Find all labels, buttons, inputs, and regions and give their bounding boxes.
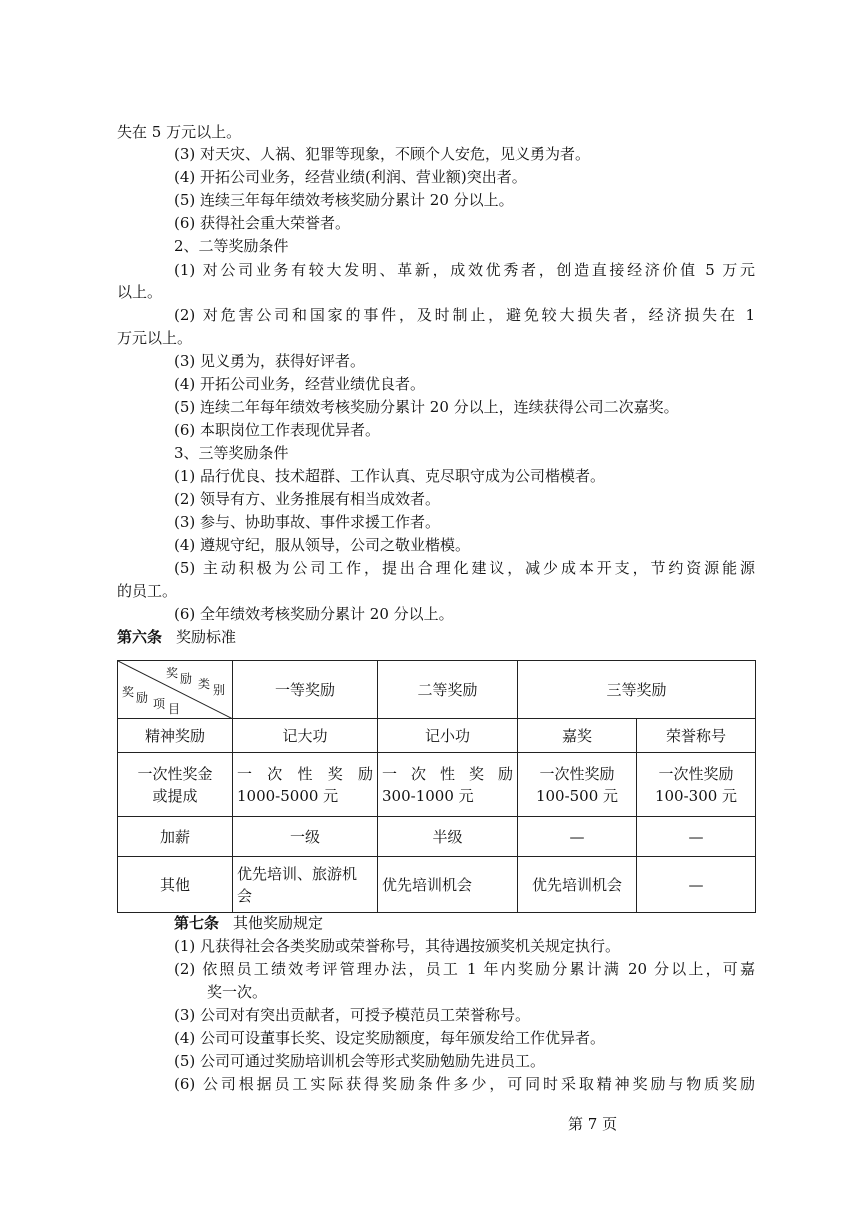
text-line: (4) 开拓公司业务，经营业绩优良者。 (174, 375, 426, 393)
cell-line: 100-300 元 (654, 786, 738, 805)
cell-line: 一次性奖励 (539, 764, 615, 783)
col-header: 一等奖励 (233, 661, 378, 719)
text-line: (1) 品行优良、技术超群、工作认真、克尽职守成为公司楷模者。 (174, 467, 606, 485)
table-cell: 记大功 (233, 719, 378, 753)
table-cell: 优先培训机会 (378, 857, 518, 913)
text-line: (5) 连续二年每年绩效考核奖励分累计 20 分以上，连续获得公司二次嘉奖。 (174, 398, 679, 416)
row-label: 加薪 (118, 817, 233, 857)
diag-label: 励 (180, 672, 193, 686)
article-heading (117, 626, 236, 648)
table-cell (637, 753, 756, 817)
text-line: 失在 5 万元以上。 (117, 123, 242, 141)
text-line: (5) 连续三年每年绩效考核奖励分累计 20 分以上。 (174, 191, 514, 209)
article-title: 其他奖励规定 (233, 914, 324, 932)
cell-char: 奖 (327, 764, 343, 783)
table-cell: 优先培训机会 (518, 857, 637, 913)
table-cell: 荣誉称号 (637, 719, 756, 753)
text-line: (6) 公司根据员工实际获得奖励条件多少，可同时采取精神奖励与物质奖励 (174, 1075, 755, 1093)
article-heading (174, 912, 323, 934)
diag-label: 奖 (122, 685, 135, 699)
article-number: 第七条 (174, 914, 220, 932)
cell-char: 励 (357, 764, 373, 783)
row-label: 其他 (118, 857, 233, 913)
cell-line: 1000-5000 元 (237, 786, 339, 805)
table-cell: — (518, 817, 637, 857)
cell-line: 优先培训、旅游机 (237, 864, 358, 883)
table-cell (378, 753, 518, 817)
row-label (118, 753, 233, 817)
text-line: (4) 遵规守纪，服从领导，公司之敬业楷模。 (174, 536, 471, 554)
table-cell: 半级 (378, 817, 518, 857)
diag-label: 奖 (166, 666, 179, 680)
cell-char: 一 (237, 764, 253, 783)
text-line: (3) 见义勇为，获得好评者。 (174, 352, 366, 370)
text-line: (2) 领导有方、业务推展有相当成效者。 (174, 490, 441, 508)
cell-char: 奖 (468, 764, 484, 783)
subheading: 3、三等奖励条件 (174, 444, 289, 462)
text-line: (2) 依照员工绩效考评管理办法，员工 1 年内奖励分累计满 20 分以上，可嘉 (174, 960, 755, 978)
col-header: 三等奖励 (518, 661, 756, 719)
text-line: 以上。 (117, 283, 163, 301)
cell-line: 一次性奖励 (658, 764, 734, 783)
award-standards-table (117, 660, 756, 913)
table-cell (518, 753, 637, 817)
text-line: (2) 对危害公司和国家的事件，及时制止，避免较大损失者，经济损失在 1 (174, 306, 755, 324)
cell-char: 次 (410, 764, 426, 783)
cell-line (237, 763, 373, 785)
text-line: (3) 公司对有突出贡献者，可授予模范员工荣誉称号。 (174, 1006, 531, 1024)
table-cell (233, 753, 378, 817)
table-cell: 嘉奖 (518, 719, 637, 753)
page-number: 第 7 页 (568, 1115, 618, 1133)
table-cell: 一级 (233, 817, 378, 857)
cell-line: 300-1000 元 (382, 786, 474, 805)
article-number: 第六条 (117, 628, 163, 646)
diag-label: 别 (213, 683, 226, 697)
cell-line (382, 763, 513, 785)
text-line: (4) 开拓公司业务，经营业绩(利润、营业额)突出者。 (174, 168, 527, 186)
cell-char: 次 (267, 764, 283, 783)
text-line: (4) 公司可设董事长奖、设定奖励额度，每年颁发给工作优异者。 (174, 1029, 606, 1047)
diag-label: 项 (153, 697, 166, 711)
cell-char: 性 (439, 764, 455, 783)
cell-char: 一 (382, 764, 398, 783)
text-line: (1) 对公司业务有较大发明、革新，成效优秀者，创造直接经济价值 5 万元 (174, 261, 755, 279)
table-cell (233, 857, 378, 913)
cell-line: 会 (237, 886, 253, 905)
text-line: (6) 全年绩效考核奖励分累计 20 分以上。 (174, 605, 454, 623)
diag-label: 励 (136, 691, 149, 705)
diagonal-header-cell (118, 661, 233, 719)
row-label-line: 或提成 (152, 786, 198, 805)
cell-char: 励 (497, 764, 513, 783)
text-line: (6) 获得社会重大荣誉者。 (174, 214, 351, 232)
col-header: 二等奖励 (378, 661, 518, 719)
text-line: (5) 主动积极为公司工作，提出合理化建议，减少成本开支，节约资源能源 (174, 559, 755, 577)
table-cell: 记小功 (378, 719, 518, 753)
diag-label: 目 (168, 702, 181, 716)
text-line: (1) 凡获得社会各类奖励或荣誉称号，其待遇按颁奖机关规定执行。 (174, 937, 621, 955)
table-cell: — (637, 817, 756, 857)
subheading: 2、二等奖励条件 (174, 237, 289, 255)
row-label-line: 一次性奖金 (137, 764, 213, 783)
text-line: (5) 公司可通过奖励培训机会等形式奖励勉励先进员工。 (174, 1052, 546, 1070)
diag-label: 类 (198, 677, 211, 691)
text-line: 万元以上。 (117, 329, 193, 347)
text-line: (3) 对天灾、人祸、犯罪等现象，不顾个人安危，见义勇为者。 (174, 145, 591, 163)
text-line: (3) 参与、协助事故、事件求援工作者。 (174, 513, 441, 531)
text-line: 奖一次。 (207, 983, 268, 1001)
text-line: (6) 本职岗位工作表现优异者。 (174, 421, 381, 439)
table-cell: — (637, 857, 756, 913)
cell-line: 100-500 元 (535, 786, 619, 805)
row-label: 精神奖励 (118, 719, 233, 753)
article-title: 奖励标准 (176, 628, 237, 646)
text-line: 的员工。 (117, 582, 178, 600)
cell-char: 性 (297, 764, 313, 783)
